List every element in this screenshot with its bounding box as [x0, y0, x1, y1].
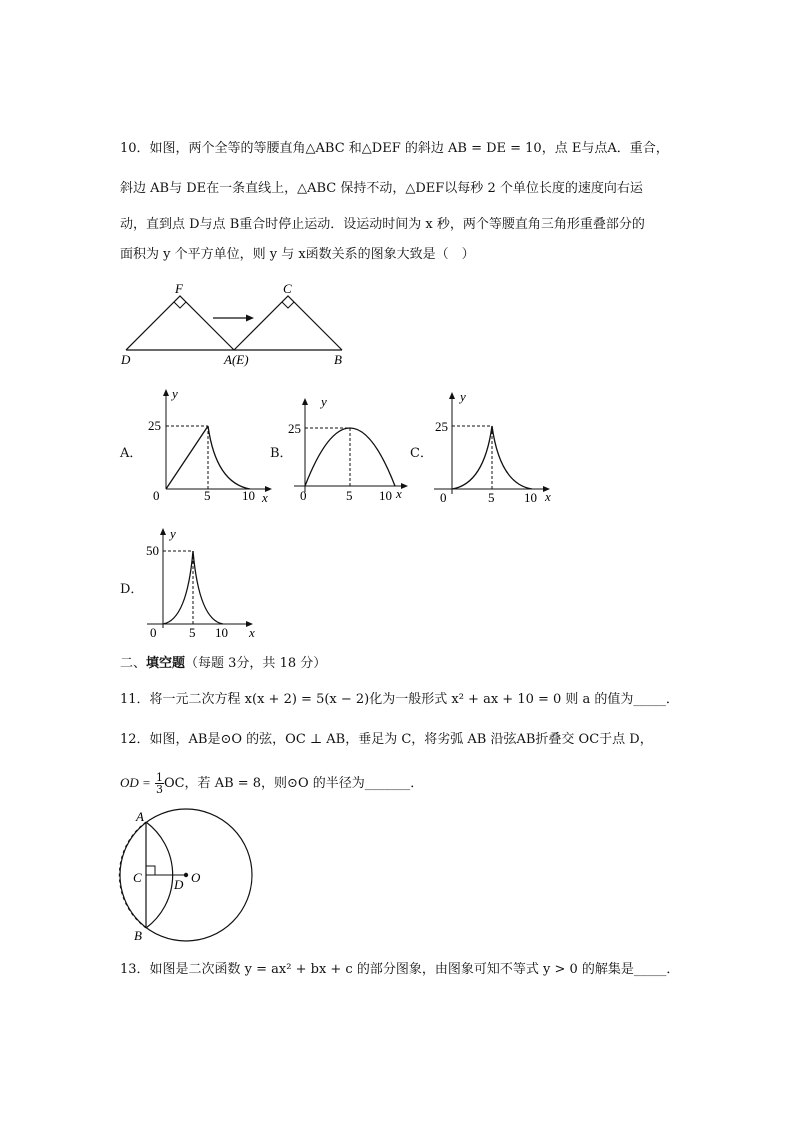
option-d-y-label: y: [170, 526, 176, 541]
option-a-origin: 0: [153, 488, 160, 503]
option-a-y-label: y: [172, 386, 178, 401]
option-b-x1: 5: [346, 488, 353, 503]
option-c-y-label: y: [460, 389, 466, 404]
q10-line-4: 面积为 y 个平方单位，则 y 与 x函数关系的图象大致是（ ）: [120, 247, 475, 262]
label-A-E: A(E): [224, 352, 249, 367]
q10-line-3: 动，直到点 D与点 B重合时停止运动．设运动时间为 x 秒，两个等腰直角三角形重叠部分的: [120, 217, 645, 232]
label-C: C: [283, 281, 292, 296]
option-c-x2: 10: [524, 490, 537, 505]
option-c-ymax: 25: [435, 419, 448, 434]
q12-label-D: D: [174, 877, 184, 892]
option-b-x-label: x: [396, 486, 402, 501]
q12-frac-den: 3: [155, 783, 163, 796]
q12-frac-num: 1: [155, 771, 163, 784]
option-c-origin: 0: [440, 490, 447, 505]
option-b-ymax: 25: [288, 421, 301, 436]
section-2-heading: [120, 655, 326, 673]
option-c-label[interactable]: C．: [410, 446, 433, 461]
q11-text: 11．将一元二次方程 x(x + 2) = 5(x − 2)化为一般形式 x² + ax + 10 = 0 则 a 的值为_____．: [120, 692, 679, 707]
option-d-ymax: 50: [146, 543, 159, 558]
q12-label-C: C: [133, 870, 142, 885]
q12-label-B: B: [134, 928, 142, 943]
q12-label-A: A: [136, 809, 144, 824]
option-b-origin: 0: [300, 488, 307, 503]
label-D: D: [121, 352, 131, 367]
q12-line-2-rest: OC，若 AB = 8，则⊙O 的半径为_______．: [163, 776, 424, 791]
section-2-note: （每题 3分，共 18 分）: [185, 656, 327, 671]
option-d-label[interactable]: D．: [120, 582, 144, 597]
option-d-x1: 5: [189, 625, 196, 640]
option-a-x1: 5: [204, 488, 211, 503]
option-d-x-label: x: [249, 625, 255, 640]
q12-line-2: [120, 768, 423, 798]
option-b-label[interactable]: B．: [270, 446, 293, 461]
option-a-ymax: 25: [148, 418, 161, 433]
option-d-origin: 0: [150, 625, 157, 640]
option-b-x2: 10: [379, 488, 392, 503]
label-F: F: [175, 281, 183, 296]
section-2-number: 二、: [120, 656, 147, 671]
q12-od-equals: OD =: [120, 775, 151, 790]
q10-line-1: 10．如图，两个全等的等腰直角△ABC 和△DEF 的斜边 AB = DE = 10，点 E与点A．重合，: [120, 141, 669, 156]
q12-fraction: [155, 772, 164, 795]
option-a-x-label: x: [262, 490, 268, 505]
q12-circle-figure: [125, 808, 260, 943]
option-a-x2: 10: [242, 488, 255, 503]
option-c-graph[interactable]: [430, 388, 558, 506]
label-B: B: [334, 352, 342, 367]
q10-line-2: 斜边 AB与 DE在一条直线上，△ABC 保持不动，△DEF以每秒 2 个单位长度的速度向右运: [120, 181, 643, 196]
option-b-y-label: y: [321, 394, 327, 409]
q12-line-1: 12．如图，AB是⊙O 的弦，OC ⊥ AB，垂足为 C，将劣弧 AB 沿弦AB折叠交 OC于点 D，: [120, 732, 653, 747]
option-a-graph[interactable]: [146, 385, 276, 505]
q10-triangles-figure: [120, 280, 350, 370]
option-a-label[interactable]: A．: [120, 446, 143, 461]
option-c-x1: 5: [488, 490, 495, 505]
option-b-graph[interactable]: [288, 394, 416, 504]
option-d-x2: 10: [215, 625, 228, 640]
section-2-title: 填空题: [146, 656, 186, 671]
q12-label-O: O: [191, 870, 201, 885]
option-d-graph[interactable]: [143, 524, 261, 642]
option-c-x-label: x: [545, 489, 551, 504]
q13-text: 13．如图是二次函数 y = ax² + bx + c 的部分图象，由图象可知不等式 y > 0 的解集是_____．: [120, 962, 680, 977]
